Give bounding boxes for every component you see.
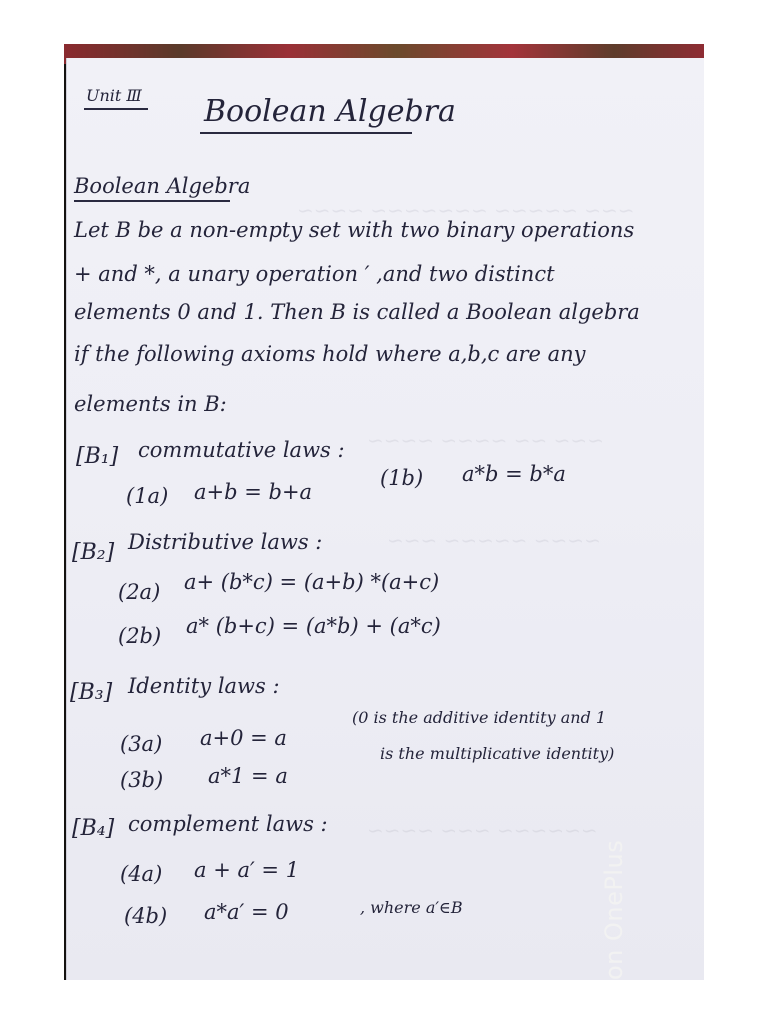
- law-b3-eq2: a*1 = a: [208, 764, 288, 788]
- law-b3-note-line1: (0 is the additive identity and 1: [352, 708, 607, 727]
- intro-line-4: if the following axioms hold where a,b,c are any: [74, 342, 586, 366]
- law-b2-eq1-tag: (2a): [118, 580, 161, 604]
- bleed-through: ~~~~ ~~~~~ ~~~: [387, 528, 601, 552]
- heading-underline: [74, 200, 230, 202]
- law-b3-note-line2: is the multiplicative identity): [380, 744, 615, 763]
- law-b3-eq2-tag: (3b): [120, 768, 164, 792]
- law-b4-note: , where a′∈B: [360, 898, 463, 917]
- law-b1-name: commutative laws :: [138, 438, 345, 462]
- law-b2-name: Distributive laws :: [128, 530, 323, 554]
- law-b2-eq1: a+ (b*c) = (a+b) *(a+c): [184, 570, 440, 594]
- bleed-through: ~~~~~~ ~~~ ~~~~: [367, 818, 598, 842]
- law-b1-eq1: a+b = b+a: [194, 480, 313, 504]
- law-b4-eq2-tag: (4b): [124, 904, 168, 928]
- law-b4-name: complement laws :: [128, 812, 328, 836]
- law-b3-eq1-tag: (3a): [120, 732, 163, 756]
- law-b1-eq2: a*b = b*a: [462, 462, 566, 486]
- law-b4-eq1: a + a′ = 1: [194, 858, 300, 882]
- camera-watermark: on OnePlus: [600, 839, 628, 980]
- section-heading: Boolean Algebra: [74, 174, 251, 198]
- intro-line-5: elements in B:: [74, 392, 227, 416]
- law-b1-eq1-tag: (1a): [126, 484, 169, 508]
- unit-label: Unit Ⅲ: [86, 86, 142, 105]
- law-b4-eq1-tag: (4a): [120, 862, 163, 886]
- law-b3-label: [B₃]: [70, 680, 113, 705]
- law-b4-label: [B₄]: [72, 816, 115, 841]
- bleed-through: ~~~ ~~ ~~~~ ~~~~: [367, 428, 604, 452]
- law-b3-name: Identity laws :: [128, 674, 280, 698]
- title-underline: [200, 132, 412, 134]
- law-b3-eq1: a+0 = a: [200, 726, 287, 750]
- unit-underline: [84, 108, 148, 110]
- bleed-through: ~~~ ~~~~~ ~~~~~~~ ~~~~: [297, 198, 635, 222]
- intro-line-1: Let B be a non-empty set with two binary operations: [74, 218, 635, 242]
- law-b1-eq2-tag: (1b): [380, 466, 424, 490]
- page-title: Boolean Algebra: [204, 94, 456, 129]
- law-b2-eq2-tag: (2b): [118, 624, 162, 648]
- law-b1-label: [B₁]: [76, 444, 119, 469]
- intro-line-2: + and *, a unary operation ′ ,and two distinct: [74, 262, 555, 286]
- law-b4-eq2: a*a′ = 0: [204, 900, 289, 924]
- law-b2-label: [B₂]: [72, 540, 115, 565]
- law-b2-eq2: a* (b+c) = (a*b) + (a*c): [186, 614, 441, 638]
- intro-line-3: elements 0 and 1. Then B is called a Boolean algebra: [74, 300, 640, 324]
